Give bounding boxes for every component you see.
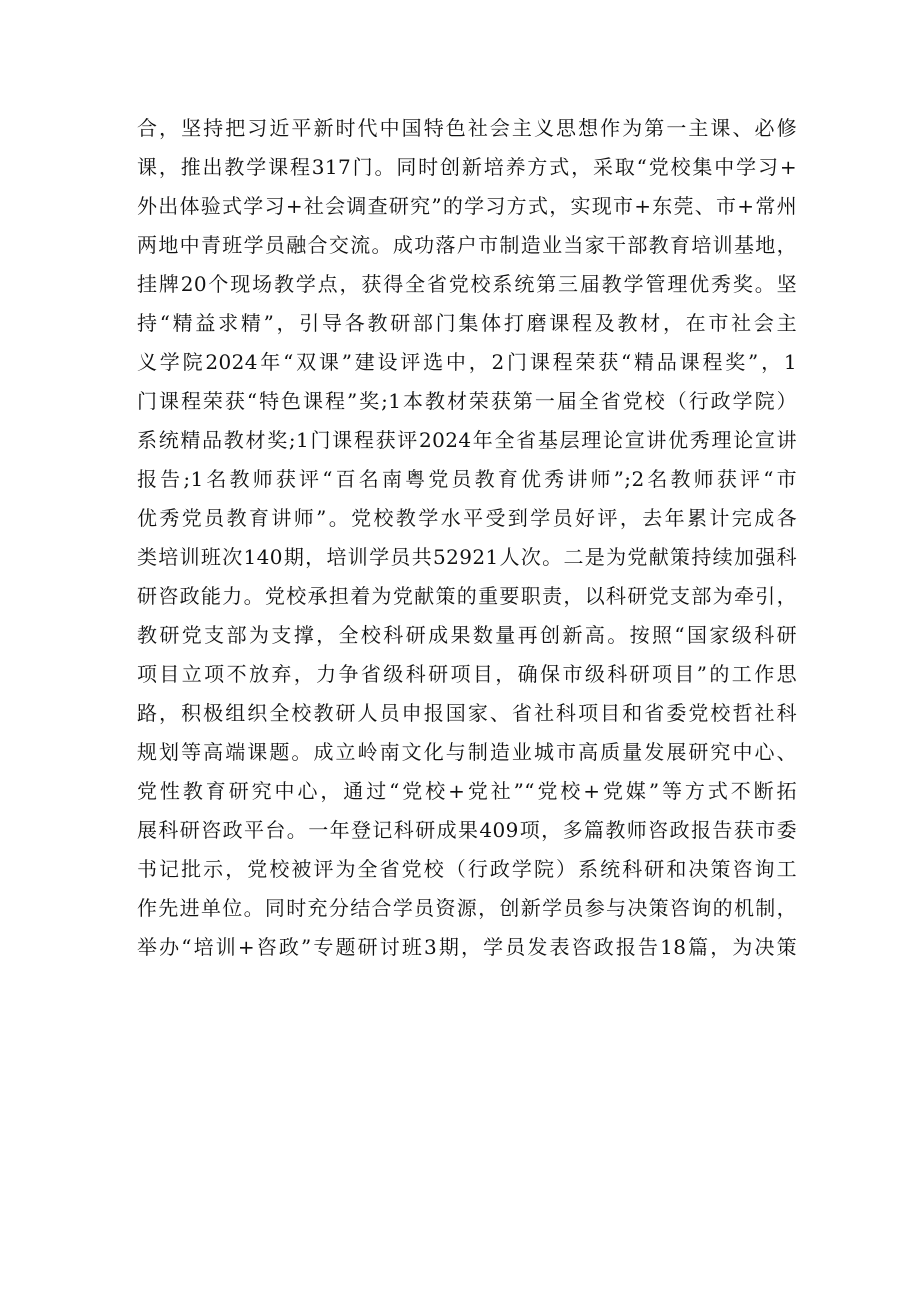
text-line-14: 教研党支部为支撑，全校科研成果数量再创新高。按照“国家级科研 [137,623,797,647]
text-line-12: 类培训班次140期，培训学员共52921人次。二是为党献策持续加强科 [137,545,797,569]
text-line-20: 书记批示，党校被评为全省党校（行政学院）系统科研和决策咨询工 [137,857,797,881]
text-line-7: 义学院2024年“双课”建设评选中，2门课程荣获“精品课程奖”，1 [137,350,797,374]
text-line-11: 优秀党员教育讲师”。党校教学水平受到学员好评，去年累计完成各 [137,506,797,530]
body-paragraph [137,109,797,967]
text-line-22: 举办“培训+咨政”专题研讨班3期，学员发表咨政报告18篇，为决策 [137,935,797,959]
text-line-18: 党性教育研究中心，通过“党校+党社”“党校+党媒”等方式不断拓 [137,779,797,803]
text-line-10: 报告;1名教师获评“百名南粤党员教育优秀讲师”;2名教师获评“市 [137,467,797,491]
text-line-2: 课，推出教学课程317门。同时创新培养方式，采取“党校集中学习+ [137,155,797,179]
text-line-6: 持“精益求精”，引导各教研部门集体打磨课程及教材，在市社会主 [137,311,797,335]
text-line-15: 项目立项不放弃，力争省级科研项目，确保市级科研项目”的工作思 [137,662,797,686]
text-line-3: 外出体验式学习+社会调查研究”的学习方式，实现市+东莞、市+常州 [137,194,797,218]
text-line-19: 展科研咨政平台。一年登记科研成果409项，多篇教师咨政报告获市委 [137,818,797,842]
text-line-1: 合，坚持把习近平新时代中国特色社会主义思想作为第一主课、必修 [137,116,797,140]
text-line-9: 系统精品教材奖;1门课程获评2024年全省基层理论宣讲优秀理论宣讲 [137,428,797,452]
text-line-16: 路，积极组织全校教研人员申报国家、省社科项目和省委党校哲社科 [137,701,797,725]
text-line-4: 两地中青班学员融合交流。成功落户市制造业当家干部教育培训基地， [137,233,797,257]
text-line-21: 作先进单位。同时充分结合学员资源，创新学员参与决策咨询的机制， [137,896,797,920]
text-line-13: 研咨政能力。党校承担着为党献策的重要职责，以科研党支部为牵引， [137,584,797,608]
text-line-5: 挂牌20个现场教学点，获得全省党校系统第三届教学管理优秀奖。坚 [137,272,797,296]
text-line-17: 规划等高端课题。成立岭南文化与制造业城市高质量发展研究中心、 [137,740,797,764]
text-line-8: 门课程荣获“特色课程”奖;1本教材荣获第一届全省党校（行政学院） [137,389,797,413]
